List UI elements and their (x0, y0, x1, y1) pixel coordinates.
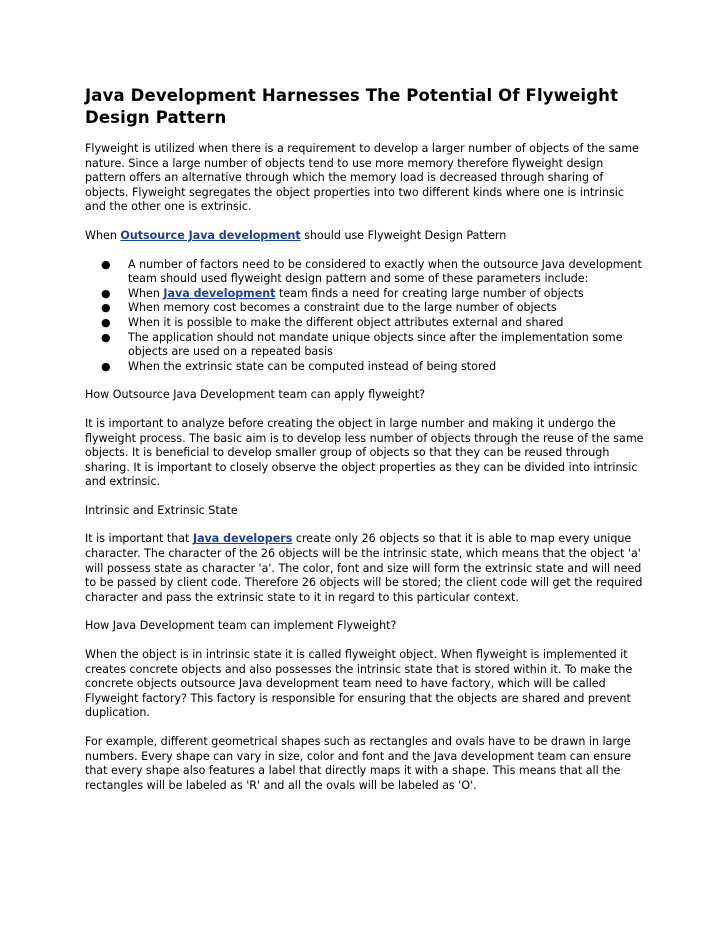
bullet-icon: ● (101, 257, 111, 271)
list-item-text: A number of factors need to be considered to exactly when the outsource Java development team should used flyweight design pattern and some of these parameters include: (128, 257, 642, 286)
list-item-suffix: team finds a need for creating large number of objects (275, 286, 584, 300)
apply-heading: How Outsource Java Development team can apply flyweight? (85, 388, 426, 402)
document-page (85, 85, 645, 807)
usage-criteria-list (85, 258, 645, 375)
state-paragraph-prefix: It is important that (85, 532, 193, 546)
bullet-icon: ● (101, 301, 111, 315)
java-development-link[interactable]: Java development (163, 286, 276, 300)
list-item-prefix: When (128, 286, 164, 300)
when-to-use-suffix: should use Flyweight Design Pattern (300, 228, 507, 242)
document-title: Java Development Harnesses The Potential Of Flyweight Design Pattern (85, 86, 619, 127)
list-item-text: When it is possible to make the different object attributes external and shared (128, 315, 564, 329)
list-item (85, 316, 645, 331)
java-developers-link[interactable]: Java developers (192, 532, 293, 546)
bullet-icon: ● (101, 315, 111, 329)
list-item (85, 301, 645, 316)
bullet-icon: ● (101, 330, 111, 344)
state-paragraph (85, 532, 645, 605)
implement-heading: How Java Development team can implement Flyweight? (85, 619, 397, 633)
list-item-text: When memory cost becomes a constraint due to the large number of objects (128, 301, 557, 315)
list-item (85, 360, 645, 375)
list-item (85, 287, 645, 302)
outsource-java-development-link[interactable]: Outsource Java development (120, 228, 301, 242)
list-item (85, 258, 645, 287)
list-item-text: When the extrinsic state can be computed instead of being stored (128, 359, 497, 373)
list-item-text: The application should not mandate unique objects since after the implementation some objects are used on a repeated basis (128, 330, 623, 359)
bullet-icon: ● (101, 359, 111, 373)
bullet-icon: ● (101, 286, 111, 300)
apply-paragraph: It is important to analyze before creating the object in large number and making it undergo the flyweight process. The basic aim is to develop less number of objects through the reuse of the same objects. It is beneficial to develop smaller group of objects so that they can be reused through sharing. It is important to closely observe the object properties as they can be divided into intrinsic and extrinsic. (85, 416, 644, 489)
state-paragraph-suffix: create only 26 objects so that it is able to map every unique character. The character of the 26 objects will be the intrinsic state, which means that the object 'a' will possess state as character 'a'. The color, font and size will form the extrinsic state and will need to be passed by client code. Therefore 26 objects will be stored; the client code will get the required character and pass the extrinsic state to it in regard to this particular context. (85, 532, 643, 604)
when-to-use-line (85, 229, 645, 244)
list-item (85, 331, 645, 360)
intro-paragraph: Flyweight is utilized when there is a requirement to develop a larger number of objects of the same nature. Since a large number of objects tend to use more memory therefore flyweight design pattern offers an alternative through which the memory load is decreased through sharing of objects. Flyweight segregates the object properties into two different kinds where one is intrinsic and the other one is extrinsic. (85, 142, 639, 214)
state-heading: Intrinsic and Extrinsic State (85, 503, 238, 517)
when-to-use-prefix: When (85, 228, 121, 242)
example-paragraph: For example, different geometrical shapes such as rectangles and ovals have to be drawn in large numbers. Every shape can vary in size, color and font and the Java development team can ensure that every shape also features a label that directly maps it with a shape. This means that all the rectangles will be labeled as 'R' and all the ovals will be labeled as 'O'. (85, 735, 632, 792)
implement-paragraph: When the object is in intrinsic state it is called flyweight object. When flyweight is implemented it creates concrete objects and also possesses the intrinsic state that is stored within it. To make the concrete objects outsource Java development team need to have factory, which will be called Flyweight factory? This factory is responsible for ensuring that the objects are shared and prevent duplication. (85, 648, 633, 720)
